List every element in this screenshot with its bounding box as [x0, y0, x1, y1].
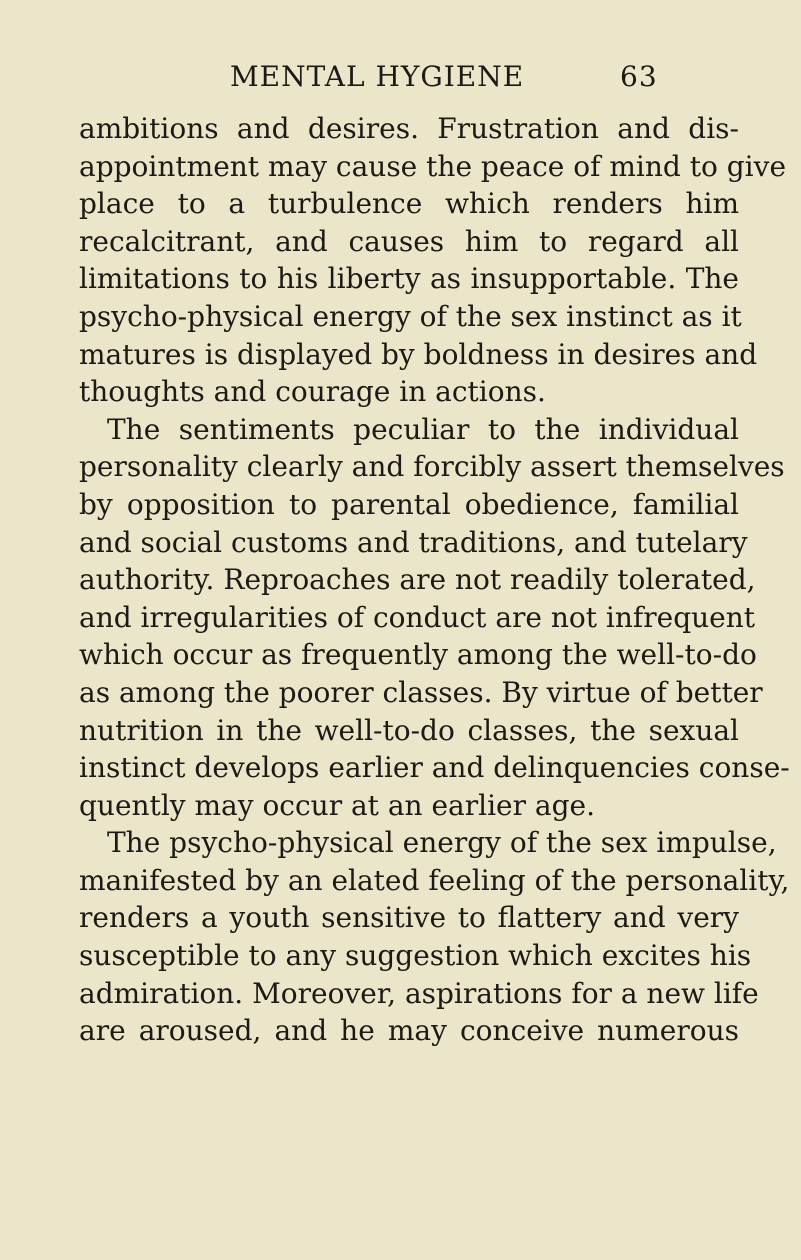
- text-line: The sentiments peculiar to the individual: [107, 412, 739, 446]
- text-line: nutrition in the well-to-do classes, the sexual: [79, 713, 739, 747]
- body-text: [79, 110, 790, 1050]
- text-line: susceptible to any suggestion which excites his: [79, 939, 752, 973]
- text-line: as among the poorer classes. By virtue of better: [79, 675, 763, 709]
- text-line: and social customs and traditions, and tutelary: [79, 525, 748, 559]
- text-line: which occur as frequently among the well-to-do: [79, 638, 757, 672]
- running-head: [0, 60, 801, 100]
- text-line: psycho-physical energy of the sex instinct as it: [79, 299, 742, 333]
- text-line: authority. Reproaches are not readily tolerated,: [79, 563, 756, 597]
- text-line: limitations to his liberty as insupportable. The: [79, 262, 739, 296]
- text-line: matures is displayed by boldness in desires and: [79, 337, 758, 371]
- text-line: The psycho-physical energy of the sex impulse,: [107, 826, 777, 860]
- text-line: are aroused, and he may conceive numerous: [79, 1014, 739, 1048]
- text-line: thoughts and courage in actions.: [79, 375, 546, 409]
- text-line: and irregularities of conduct are not infrequent: [79, 600, 756, 634]
- text-line: manifested by an elated feeling of the personality,: [79, 863, 790, 897]
- text-line: recalcitrant, and causes him to regard all: [79, 224, 739, 258]
- text-line: renders a youth sensitive to flattery and very: [79, 901, 739, 935]
- text-line: admiration. Moreover, aspirations for a new life: [79, 976, 759, 1010]
- text-line: personality clearly and forcibly assert themselves: [79, 450, 785, 484]
- text-line: instinct develops earlier and delinquencies conse-: [79, 751, 790, 785]
- text-line: quently may occur at an earlier age.: [79, 788, 595, 822]
- text-line: by opposition to parental obedience, familial: [79, 487, 739, 521]
- running-title: MENTAL HYGIENE: [230, 60, 525, 93]
- text-line: appointment may cause the peace of mind to give: [79, 149, 787, 183]
- text-line: place to a turbulence which renders him: [79, 187, 739, 221]
- page-number: 63: [620, 60, 658, 93]
- text-line: ambitions and desires. Frustration and dis-: [79, 112, 739, 145]
